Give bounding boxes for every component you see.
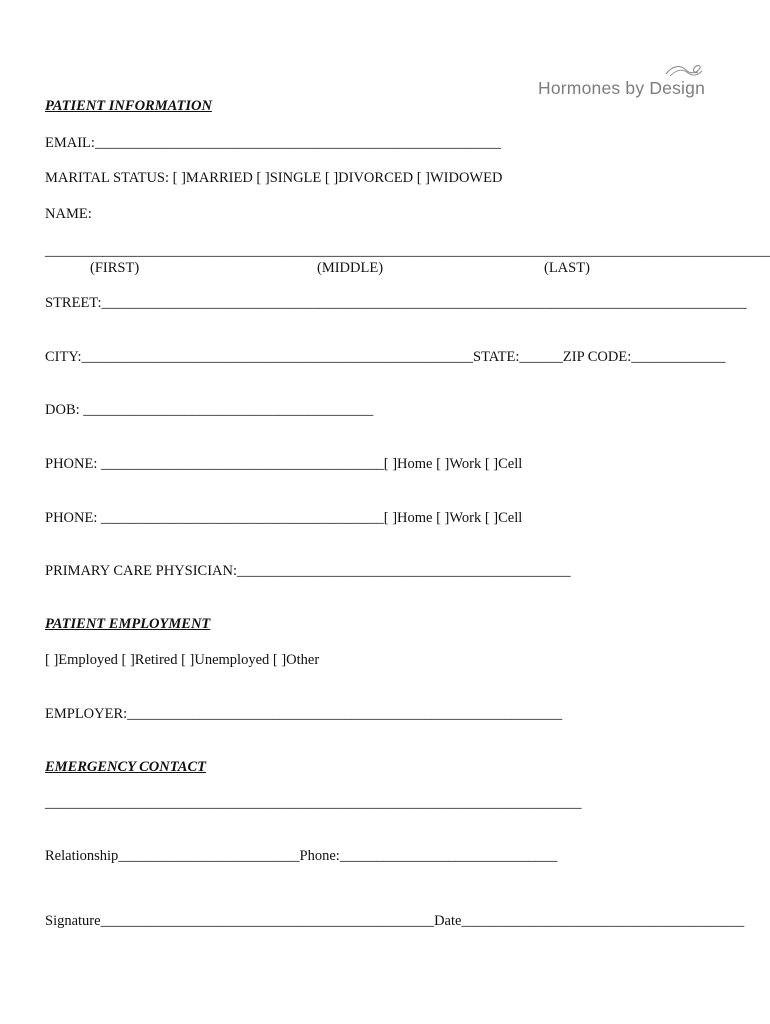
employer-field[interactable]: EMPLOYER:____________________________________________________________: [45, 706, 563, 722]
phone-field-2[interactable]: PHONE: _______________________________________[ ]Home [ ]Work [ ]Cell: [45, 510, 523, 526]
patient-employment-heading: PATIENT EMPLOYMENT: [45, 616, 211, 632]
email-field[interactable]: EMAIL:________________________________________________________: [45, 135, 501, 151]
city-state-zip-field[interactable]: CITY:______________________________________________________STATE:______ZIP CODE:_____________: [45, 349, 726, 365]
logo: [536, 62, 706, 102]
signature-date-field[interactable]: Signature______________________________________________Date_______________________________________: [45, 913, 745, 929]
patient-information-heading: PATIENT INFORMATION: [45, 98, 212, 114]
emergency-contact-heading: EMERGENCY CONTACT: [45, 759, 207, 775]
employment-status-options[interactable]: [ ]Employed [ ]Retired [ ]Unemployed [ ]Other: [45, 652, 320, 668]
street-field[interactable]: STREET:_________________________________________________________________________________________: [45, 295, 747, 311]
name-field[interactable]: ____________________________________________________________________________________________________: [45, 243, 770, 259]
first-name-caption: (FIRST): [90, 260, 140, 276]
phone-field-1[interactable]: PHONE: _______________________________________[ ]Home [ ]Work [ ]Cell: [45, 456, 523, 472]
last-name-caption: (LAST): [544, 260, 590, 276]
marital-status-options[interactable]: MARITAL STATUS: [ ]MARRIED [ ]SINGLE [ ]DIVORCED [ ]WIDOWED: [45, 170, 503, 186]
emergency-contact-name-field[interactable]: __________________________________________________________________________: [45, 795, 582, 811]
primary-care-physician-field[interactable]: PRIMARY CARE PHYSICIAN:______________________________________________: [45, 563, 571, 579]
logo-text: Hormones by Design: [538, 78, 706, 98]
name-label: NAME:: [45, 206, 92, 222]
relationship-phone-field[interactable]: Relationship_________________________Phone:______________________________: [45, 848, 558, 864]
middle-name-caption: (MIDDLE): [317, 260, 384, 276]
dob-field[interactable]: DOB: ________________________________________: [45, 402, 374, 418]
